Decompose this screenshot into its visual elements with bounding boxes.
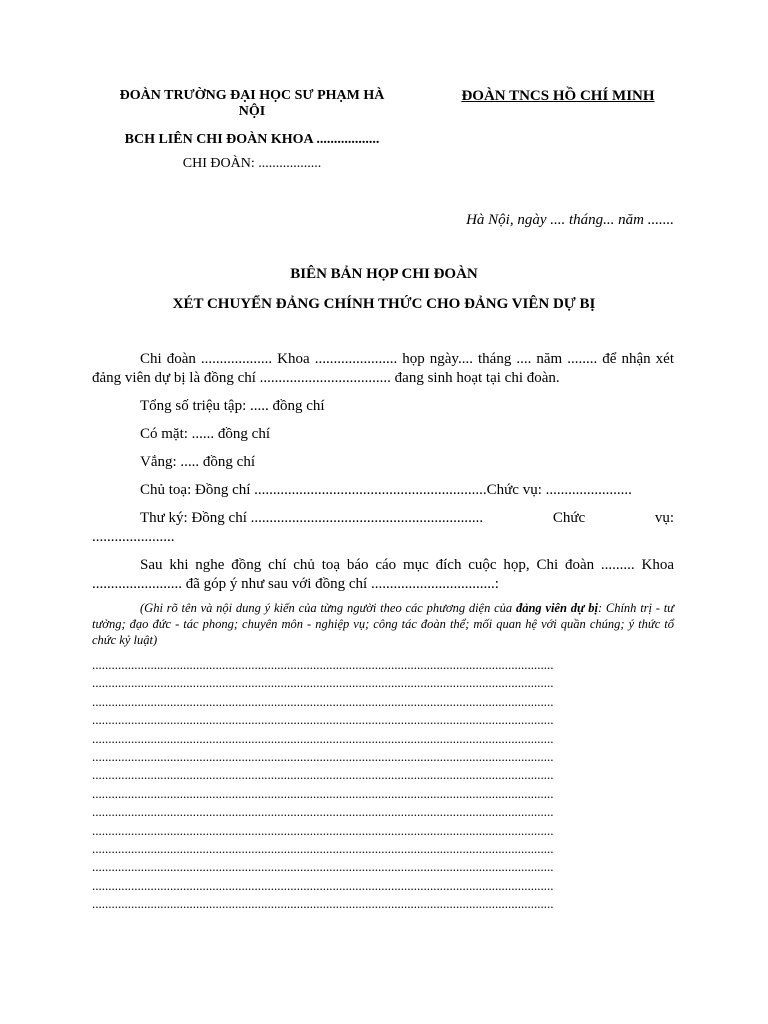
dotted-line: ..............................................................................................................................................	[92, 730, 554, 746]
dotted-line: ..............................................................................................................................................	[92, 896, 554, 912]
thu-ky-line	[92, 509, 674, 528]
dotted-line: ..............................................................................................................................................	[92, 785, 554, 801]
dotted-line: ..............................................................................................................................................	[92, 657, 554, 672]
doc-subtitle: XÉT CHUYỂN ĐẢNG CHÍNH THỨC CHO ĐẢNG VIÊN DỰ BỊ	[172, 296, 596, 312]
thu-ky-vu: vụ:	[654, 510, 674, 526]
dotted-line: ..............................................................................................................................................	[92, 675, 554, 691]
chu-toa-line: Chủ toạ: Đồng chí ..............................................................Chức vụ: .......................	[140, 482, 632, 498]
header-left	[92, 88, 412, 172]
co-mat-line: Có mặt: ...... đồng chí	[140, 426, 270, 442]
bch-line: BCH LIÊN CHI ĐOÀN KHOA ..................	[124, 132, 380, 147]
note-post: : Chính trị - tư tưởng; đạo đức - tác phong; chuyên môn - nghiệp vụ; công tác đoàn thể; mối quan hệ với quần chúng; ý thức tổ chức kỷ luật)	[92, 601, 674, 647]
org-name	[92, 88, 412, 120]
document-body	[92, 350, 674, 914]
chi-doan-line: CHI ĐOÀN: ..................	[182, 156, 322, 171]
thu-ky-name: Thư ký: Đồng chí ..............................................................	[140, 510, 484, 526]
dotted-line: ..............................................................................................................................................	[92, 749, 554, 765]
dotted-line: ..............................................................................................................................................	[92, 693, 554, 709]
dotted-lines	[92, 656, 674, 914]
thu-ky-chuc: Chức	[552, 510, 586, 526]
dotted-line: ..............................................................................................................................................	[92, 841, 554, 857]
vang-line: Vắng: ..... đồng chí	[140, 454, 255, 470]
dotted-line: ..............................................................................................................................................	[92, 804, 554, 820]
thu-ky-continuation: ......................	[92, 529, 175, 545]
dotted-line: ..............................................................................................................................................	[92, 822, 554, 838]
date-line: Hà Nội, ngày .... tháng... năm .......	[466, 212, 674, 228]
sau-khi-paragraph: Sau khi nghe đồng chí chủ toạ báo cáo mục đích cuộc họp, Chi đoàn ......... Khoa ........................ đã góp ý như sau với đồng chí .................................:	[92, 557, 674, 592]
header-right: ĐOÀN TNCS HỒ CHÍ MINH	[461, 88, 655, 104]
dotted-line: ..............................................................................................................................................	[92, 859, 554, 875]
dotted-line: ..............................................................................................................................................	[92, 712, 554, 728]
tong-so-line: Tổng số triệu tập: ..... đồng chí	[140, 398, 325, 414]
dotted-line: ..............................................................................................................................................	[92, 877, 554, 893]
org-name-line2: NỘI	[238, 104, 266, 119]
note-bold: đảng viên dự bị	[515, 601, 598, 615]
org-name-line1: ĐOÀN TRƯỜNG ĐẠI HỌC SƯ PHẠM HÀ	[119, 88, 385, 103]
doc-title: BIÊN BẢN HỌP CHI ĐOÀN	[290, 266, 478, 282]
intro-paragraph: Chi đoàn ................... Khoa ...................... họp ngày.... tháng .... năm ........ để nhận xét đảng viên dự bị là đồng chí ................................... đang sinh hoạt tại chi đoàn.	[92, 351, 674, 386]
instruction-note	[92, 600, 674, 648]
note-pre: (Ghi rõ tên và nội dung ý kiến của từng người theo các phương diện của	[140, 601, 516, 615]
dotted-line: ..............................................................................................................................................	[92, 767, 554, 783]
